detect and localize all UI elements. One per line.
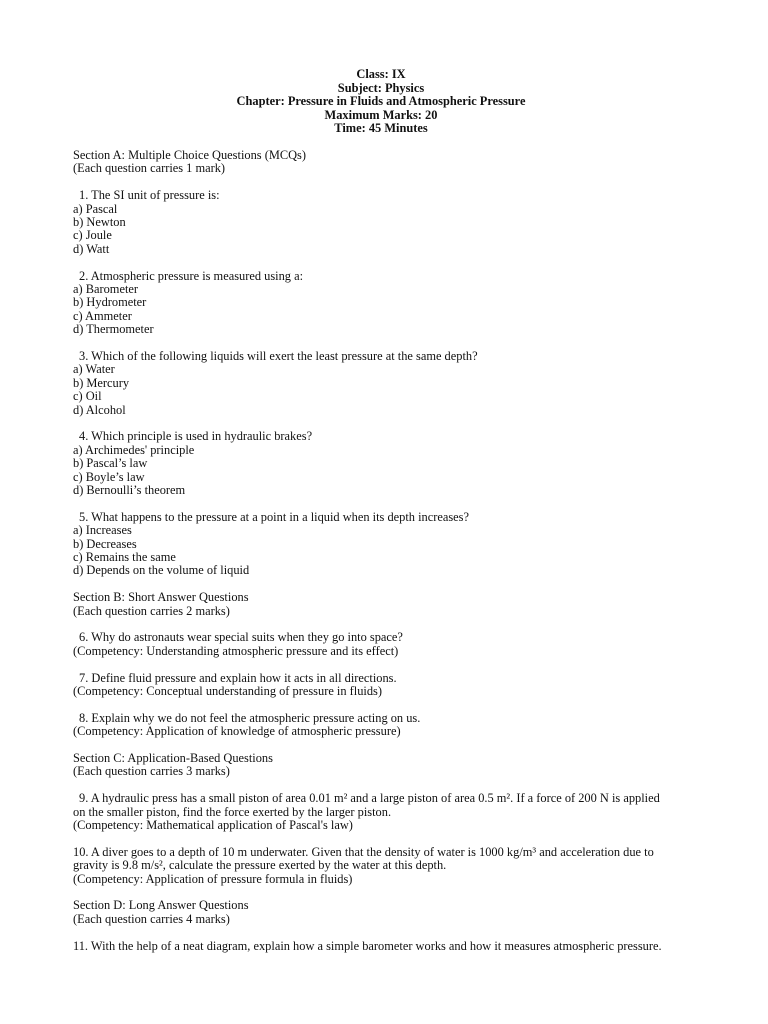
section-note: (Each question carries 1 mark) bbox=[73, 161, 226, 176]
chapter-label: Chapter: Pressure in Fluids and Atmospheric Pressure bbox=[236, 94, 526, 108]
question-6 bbox=[73, 631, 695, 658]
question-text-continued: on the smaller piston, find the force exerted by the larger piston. bbox=[73, 804, 392, 819]
option-d: d) Watt bbox=[73, 241, 110, 256]
question-9 bbox=[73, 792, 695, 832]
competency-note: (Competency: Mathematical application of Pascal's law) bbox=[73, 818, 353, 833]
option-d: d) Thermometer bbox=[73, 322, 154, 337]
question-text: 5. What happens to the pressure at a point in a liquid when its depth increases? bbox=[79, 509, 469, 524]
section-c bbox=[73, 752, 695, 886]
question-3 bbox=[73, 350, 695, 417]
option-b: b) Mercury bbox=[73, 375, 130, 390]
competency-note: (Competency: Understanding atmospheric pressure and its effect) bbox=[73, 643, 399, 658]
option-a: a) Water bbox=[73, 362, 115, 377]
question-text: 11. With the help of a neat diagram, explain how a simple barometer works and how it measures atmospheric pressure. bbox=[73, 938, 662, 953]
option-b: b) Decreases bbox=[73, 536, 137, 551]
question-7 bbox=[73, 672, 695, 699]
option-a: a) Increases bbox=[73, 523, 132, 538]
section-b bbox=[73, 591, 695, 738]
option-a: a) Barometer bbox=[73, 281, 139, 296]
question-text: 4. Which principle is used in hydraulic brakes? bbox=[79, 429, 313, 444]
question-10 bbox=[73, 846, 695, 886]
competency-note: (Competency: Application of pressure formula in fluids) bbox=[73, 871, 353, 886]
competency-note: (Competency: Application of knowledge of atmospheric pressure) bbox=[73, 724, 401, 739]
option-b: b) Hydrometer bbox=[73, 295, 147, 310]
section-title: Section B: Short Answer Questions bbox=[73, 590, 249, 605]
question-8 bbox=[73, 712, 695, 739]
section-note: (Each question carries 3 marks) bbox=[73, 764, 230, 779]
question-4 bbox=[73, 430, 695, 497]
question-1 bbox=[73, 189, 695, 256]
section-title: Section D: Long Answer Questions bbox=[73, 898, 249, 913]
section-d bbox=[73, 899, 695, 953]
competency-note: (Competency: Conceptual understanding of pressure in fluids) bbox=[73, 684, 383, 699]
option-b: b) Pascal’s law bbox=[73, 456, 148, 471]
option-d: d) Alcohol bbox=[73, 402, 126, 417]
option-c: c) Boyle’s law bbox=[73, 469, 145, 484]
question-5 bbox=[73, 511, 695, 578]
section-a bbox=[73, 149, 695, 578]
option-a: a) Pascal bbox=[73, 201, 118, 216]
question-text: 9. A hydraulic press has a small piston of area 0.01 m² and a large piston of area 0.5 m². If a force of 200 N is applied bbox=[79, 791, 660, 806]
option-d: d) Depends on the volume of liquid bbox=[73, 563, 250, 578]
subject-label: Subject: Physics bbox=[337, 80, 425, 95]
option-c: c) Ammeter bbox=[73, 308, 132, 323]
question-text: 6. Why do astronauts wear special suits when they go into space? bbox=[79, 630, 403, 645]
option-c: c) Joule bbox=[73, 228, 112, 243]
question-text: 2. Atmospheric pressure is measured using a: bbox=[79, 268, 304, 283]
max-marks-label: Maximum Marks: 20 bbox=[324, 107, 438, 122]
worksheet-page bbox=[73, 68, 695, 953]
question-2 bbox=[73, 270, 695, 337]
section-note: (Each question carries 4 marks) bbox=[73, 911, 230, 926]
option-a: a) Archimedes' principle bbox=[73, 442, 195, 457]
question-text: 10. A diver goes to a depth of 10 m underwater. Given that the density of water is 1000 kg/m³ and acceleration due to bbox=[73, 844, 654, 859]
question-text: 1. The SI unit of pressure is: bbox=[79, 188, 220, 203]
question-text: 3. Which of the following liquids will exert the least pressure at the same depth? bbox=[79, 348, 478, 363]
time-label: Time: 45 Minutes bbox=[334, 121, 428, 135]
option-d: d) Bernoulli’s theorem bbox=[73, 482, 186, 497]
question-text: 8. Explain why we do not feel the atmospheric pressure acting on us. bbox=[79, 710, 421, 725]
option-b: b) Newton bbox=[73, 214, 126, 229]
question-text: 7. Define fluid pressure and explain how it acts in all directions. bbox=[79, 670, 397, 685]
section-title: Section A: Multiple Choice Questions (MCQs) bbox=[73, 147, 307, 162]
question-text-continued: gravity is 9.8 m/s², calculate the pressure exerted by the water at this depth. bbox=[73, 858, 447, 873]
option-c: c) Oil bbox=[73, 389, 102, 404]
worksheet-header bbox=[73, 68, 689, 136]
question-11 bbox=[73, 940, 695, 953]
option-c: c) Remains the same bbox=[73, 550, 176, 564]
section-note: (Each question carries 2 marks) bbox=[73, 603, 230, 618]
section-title: Section C: Application-Based Questions bbox=[73, 751, 273, 766]
class-label: Class: IX bbox=[356, 67, 406, 81]
